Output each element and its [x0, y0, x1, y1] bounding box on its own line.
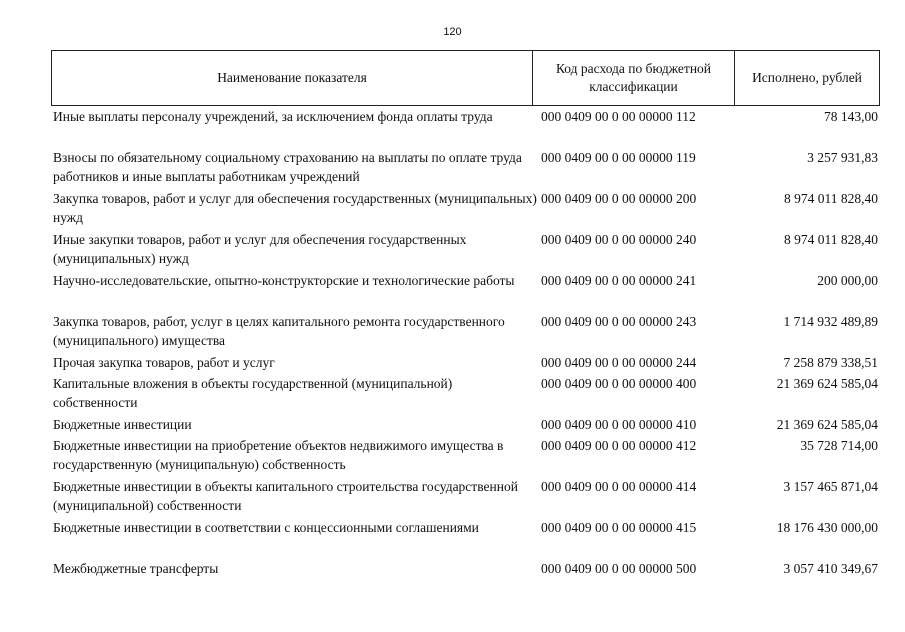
table-row [53, 188, 878, 229]
row-amount: 3 257 931,83 [807, 150, 878, 165]
header-amount: Исполнено, рублей [752, 70, 862, 85]
row-code: 000 0409 00 0 00 00000 415 [541, 520, 697, 535]
table-row [53, 147, 878, 188]
row-name: Капитальные вложения в объекты государственной (муниципальной) собственности [53, 376, 453, 410]
row-code: 000 0409 00 0 00 00000 243 [541, 314, 697, 329]
row-name: Иные выплаты персоналу учреждений, за исключением фонда оплаты труда [53, 109, 493, 124]
row-amount: 8 974 011 828,40 [784, 232, 878, 247]
table-row [53, 311, 878, 352]
row-name: Взносы по обязательному социальному страхованию на выплаты по оплате труда работников и иные выплаты работникам учреждений [53, 150, 522, 184]
row-code: 000 0409 00 0 00 00000 112 [541, 109, 696, 124]
row-name: Межбюджетные трансферты [53, 561, 219, 576]
table-row [53, 352, 878, 373]
table-row [53, 476, 878, 517]
table-body [53, 106, 878, 579]
row-code: 000 0409 00 0 00 00000 119 [541, 150, 696, 165]
row-amount: 18 176 430 000,00 [776, 520, 878, 535]
table-row [53, 435, 878, 476]
row-code: 000 0409 00 0 00 00000 412 [541, 438, 697, 453]
row-amount: 3 057 410 349,67 [783, 561, 878, 576]
table-header [51, 50, 880, 106]
row-code: 000 0409 00 0 00 00000 244 [541, 355, 697, 370]
table-row [53, 106, 878, 147]
row-amount: 35 728 714,00 [800, 438, 878, 453]
table-row [53, 229, 878, 270]
table-row [53, 558, 878, 579]
row-amount: 3 157 465 871,04 [783, 479, 878, 494]
table-row [53, 270, 878, 311]
row-name: Бюджетные инвестиции [53, 417, 192, 432]
row-name: Бюджетные инвестиции в соответствии с концессионными соглашениями [53, 520, 479, 535]
row-name: Научно-исследовательские, опытно-конструкторские и технологические работы [53, 273, 515, 288]
row-code: 000 0409 00 0 00 00000 241 [541, 273, 697, 288]
table-row [53, 414, 878, 435]
row-code: 000 0409 00 0 00 00000 200 [541, 191, 697, 206]
row-code: 000 0409 00 0 00 00000 240 [541, 232, 697, 247]
row-amount: 78 143,00 [824, 109, 878, 124]
row-name: Закупка товаров, работ, услуг в целях капитального ремонта государственного (муниципального) имущества [53, 314, 505, 348]
row-amount: 1 714 932 489,89 [783, 314, 878, 329]
row-name: Прочая закупка товаров, работ и услуг [53, 355, 275, 370]
header-name: Наименование показателя [52, 51, 533, 105]
row-amount: 8 974 011 828,40 [784, 191, 878, 206]
row-name: Бюджетные инвестиции на приобретение объектов недвижимого имущества в государственную (муниципальную) собственность [53, 438, 504, 472]
table-row [53, 517, 878, 558]
row-amount: 21 369 624 585,04 [776, 376, 878, 391]
row-amount: 7 258 879 338,51 [783, 355, 878, 370]
row-code: 000 0409 00 0 00 00000 500 [541, 561, 697, 576]
row-amount: 200 000,00 [817, 273, 878, 288]
table-row [53, 373, 878, 414]
header-code: Код расхода по бюджетной классификации [533, 51, 735, 105]
row-code: 000 0409 00 0 00 00000 400 [541, 376, 697, 391]
row-code: 000 0409 00 0 00 00000 414 [541, 479, 697, 494]
row-name: Бюджетные инвестиции в объекты капитального строительства государственной (муниципальной) собственности [53, 479, 518, 513]
row-code: 000 0409 00 0 00 00000 410 [541, 417, 697, 432]
page-number: 120 [443, 26, 462, 38]
row-name: Иные закупки товаров, работ и услуг для обеспечения государственных (муниципальных) нужд [53, 232, 467, 266]
row-name: Закупка товаров, работ и услуг для обеспечения государственных (муниципальных) нужд [53, 191, 537, 225]
row-amount: 21 369 624 585,04 [776, 417, 878, 432]
